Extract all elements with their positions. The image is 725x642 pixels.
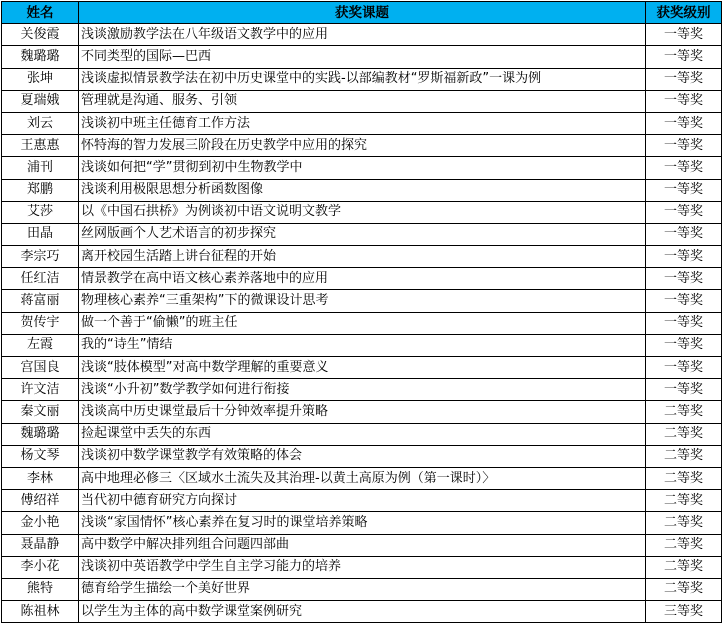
- cell-level: 一等奖: [646, 46, 722, 68]
- cell-name: 艾莎: [2, 201, 79, 223]
- table-row: [2, 512, 722, 534]
- cell-name: 许文洁: [2, 379, 79, 401]
- table-row: [2, 112, 722, 134]
- table-header: [2, 2, 722, 24]
- cell-level: 二等奖: [646, 445, 722, 467]
- table-row: [2, 90, 722, 112]
- cell-name: 浦刊: [2, 157, 79, 179]
- table-row: [2, 467, 722, 489]
- cell-level: 二等奖: [646, 423, 722, 445]
- header-name: 姓名: [2, 2, 79, 24]
- table-row: [2, 179, 722, 201]
- cell-name: 关俊霞: [2, 24, 79, 46]
- cell-level: 二等奖: [646, 467, 722, 489]
- cell-name: 聂晶静: [2, 534, 79, 556]
- table-row: [2, 601, 722, 623]
- cell-name: 陈祖林: [2, 601, 79, 623]
- cell-name: 任红洁: [2, 268, 79, 290]
- cell-level: 一等奖: [646, 334, 722, 356]
- cell-title: 离开校园生活踏上讲台征程的开始: [79, 246, 646, 268]
- cell-name: 李小花: [2, 556, 79, 578]
- cell-title: 不同类型的国际—巴西: [79, 46, 646, 68]
- cell-name: 魏璐璐: [2, 46, 79, 68]
- cell-name: 夏瑞娥: [2, 90, 79, 112]
- cell-title: 以学生为主体的高中数学课堂案例研究: [79, 601, 646, 623]
- cell-name: 贺传宇: [2, 312, 79, 334]
- cell-name: 田晶: [2, 223, 79, 245]
- cell-title: 高中地理必修三〈区域水土流失及其治理-以黄土高原为例（第一课时）〉: [79, 467, 646, 489]
- cell-title: 浅谈利用极限思想分析函数图像: [79, 179, 646, 201]
- cell-level: 一等奖: [646, 290, 722, 312]
- cell-level: 二等奖: [646, 534, 722, 556]
- table-row: [2, 357, 722, 379]
- cell-name: 傅绍祥: [2, 490, 79, 512]
- cell-title: 浅谈“小升初”数学教学如何进行衔接: [79, 379, 646, 401]
- cell-title: 物理核心素养“三重架构”下的微课设计思考: [79, 290, 646, 312]
- cell-level: 一等奖: [646, 201, 722, 223]
- cell-level: 三等奖: [646, 601, 722, 623]
- cell-level: 一等奖: [646, 179, 722, 201]
- cell-level: 一等奖: [646, 379, 722, 401]
- cell-title: 情景教学在高中语文核心素养落地中的应用: [79, 268, 646, 290]
- table-row: [2, 490, 722, 512]
- awards-table-container: [1, 1, 722, 623]
- cell-title: 浅谈如何把“学”贯彻到初中生物教学中: [79, 157, 646, 179]
- cell-level: 一等奖: [646, 68, 722, 90]
- header-level: 获奖级别: [646, 2, 722, 24]
- cell-level: 一等奖: [646, 223, 722, 245]
- cell-name: 王惠惠: [2, 135, 79, 157]
- cell-level: 一等奖: [646, 312, 722, 334]
- cell-level: 一等奖: [646, 90, 722, 112]
- table-row: [2, 423, 722, 445]
- table-body: [2, 24, 722, 623]
- cell-name: 左霞: [2, 334, 79, 356]
- cell-level: 二等奖: [646, 578, 722, 600]
- awards-table: [1, 1, 722, 623]
- cell-level: 一等奖: [646, 357, 722, 379]
- cell-title: 以《中国石拱桥》为例谈初中语文说明文教学: [79, 201, 646, 223]
- cell-level: 一等奖: [646, 246, 722, 268]
- table-row: [2, 290, 722, 312]
- table-row: [2, 223, 722, 245]
- cell-title: 管理就是沟通、服务、引领: [79, 90, 646, 112]
- cell-name: 蒋富丽: [2, 290, 79, 312]
- cell-title: 浅谈虚拟情景教学法在初中历史课堂中的实践-以部编教材“罗斯福新政”一课为例: [79, 68, 646, 90]
- cell-level: 二等奖: [646, 490, 722, 512]
- cell-level: 二等奖: [646, 556, 722, 578]
- table-row: [2, 201, 722, 223]
- cell-title: 我的“诗生”情结: [79, 334, 646, 356]
- cell-title: 浅谈激励教学法在八年级语文教学中的应用: [79, 24, 646, 46]
- table-row: [2, 68, 722, 90]
- cell-title: 浅谈高中历史课堂最后十分钟效率提升策略: [79, 401, 646, 423]
- header-row: [2, 2, 722, 24]
- cell-title: 丝网版画个人艺术语言的初步探究: [79, 223, 646, 245]
- cell-title: 浅谈“家国情怀”核心素养在复习时的课堂培养策略: [79, 512, 646, 534]
- cell-name: 李宗巧: [2, 246, 79, 268]
- table-row: [2, 24, 722, 46]
- cell-name: 杨文琴: [2, 445, 79, 467]
- table-row: [2, 312, 722, 334]
- cell-level: 二等奖: [646, 401, 722, 423]
- cell-title: 捡起课堂中丢失的东西: [79, 423, 646, 445]
- cell-title: 浅谈初中班主任德育工作方法: [79, 112, 646, 134]
- cell-title: 浅谈初中英语教学中学生自主学习能力的培养: [79, 556, 646, 578]
- cell-name: 李林: [2, 467, 79, 489]
- cell-level: 一等奖: [646, 24, 722, 46]
- table-row: [2, 334, 722, 356]
- table-row: [2, 246, 722, 268]
- table-row: [2, 157, 722, 179]
- cell-level: 一等奖: [646, 268, 722, 290]
- table-row: [2, 135, 722, 157]
- cell-name: 宫国良: [2, 357, 79, 379]
- cell-name: 刘云: [2, 112, 79, 134]
- cell-level: 一等奖: [646, 157, 722, 179]
- cell-name: 魏璐璐: [2, 423, 79, 445]
- table-row: [2, 46, 722, 68]
- cell-title: 浅谈初中数学课堂教学有效策略的体会: [79, 445, 646, 467]
- table-row: [2, 578, 722, 600]
- cell-title: 当代初中德育研究方向探讨: [79, 490, 646, 512]
- cell-title: 德育给学生描绘一个美好世界: [79, 578, 646, 600]
- table-row: [2, 401, 722, 423]
- cell-title: 怀特海的智力发展三阶段在历史教学中应用的探究: [79, 135, 646, 157]
- table-row: [2, 556, 722, 578]
- cell-name: 张坤: [2, 68, 79, 90]
- cell-title: 浅谈“肢体模型”对高中数学理解的重要意义: [79, 357, 646, 379]
- cell-name: 秦文丽: [2, 401, 79, 423]
- table-row: [2, 379, 722, 401]
- cell-level: 一等奖: [646, 112, 722, 134]
- cell-title: 高中数学中解决排列组合问题四部曲: [79, 534, 646, 556]
- cell-level: 一等奖: [646, 135, 722, 157]
- table-row: [2, 268, 722, 290]
- cell-title: 做一个善于“偷懒”的班主任: [79, 312, 646, 334]
- cell-name: 郑鹏: [2, 179, 79, 201]
- cell-name: 金小艳: [2, 512, 79, 534]
- header-title: 获奖课题: [79, 2, 646, 24]
- cell-level: 二等奖: [646, 512, 722, 534]
- table-row: [2, 534, 722, 556]
- cell-name: 熊特: [2, 578, 79, 600]
- table-row: [2, 445, 722, 467]
